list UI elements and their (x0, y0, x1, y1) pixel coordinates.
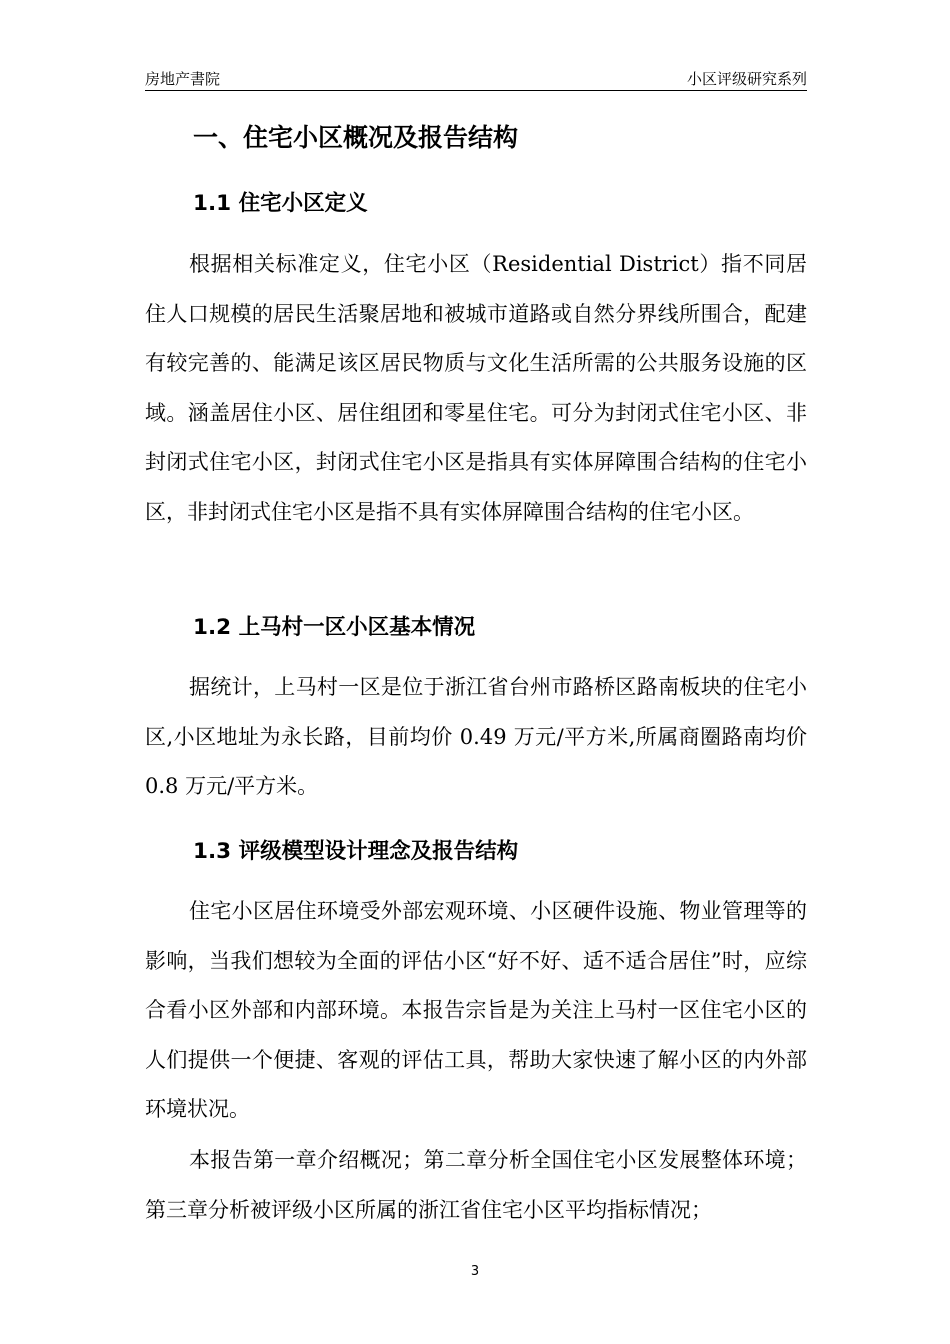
section-heading-1-3: 1.3 评级模型设计理念及报告结构 (193, 839, 519, 864)
page-header (145, 64, 807, 91)
section-heading-1-2: 1.2 上马村一区小区基本情况 (193, 615, 476, 640)
paragraph-definition: 根据相关标准定义，住宅小区（Residential District）指不同居住人口规模的居民生活聚居地和被城市道路或自然分界线所围合，配建有较完善的、能满足该区居民物质与文化生活所需的公共服务设施的区域。涵盖居住小区、居住组团和零星住宅。可分为封闭式住宅小区、非封闭式住宅小区，封闭式住宅小区是指具有实体屏障围合结构的住宅小区，非封闭式住宅小区是指不具有实体屏障围合结构的住宅小区。 (145, 252, 807, 524)
header-right-title: 小区评级研究系列 (686, 70, 807, 88)
chapter-title: 一、住宅小区概况及报告结构 (193, 123, 519, 152)
page-number: 3 (470, 1264, 480, 1279)
paragraph-model-design: 住宅小区居住环境受外部宏观环境、小区硬件设施、物业管理等的影响，当我们想较为全面的评估小区“好不好、适不适合居住”时，应综合看小区外部和内部环境。本报告宗旨是为关注上马村一区住宅小区的人们提供一个便捷、客观的评估工具，帮助大家快速了解小区的内外部环境状况。 (145, 899, 807, 1121)
section-heading-1-1: 1.1 住宅小区定义 (193, 191, 368, 216)
paragraph-basic-info: 据统计，上马村一区是位于浙江省台州市路桥区路南板块的住宅小区,小区地址为永长路，目前均价 0.49 万元/平方米,所属商圈路南均价 0.8 万元/平方米。 (145, 675, 807, 798)
paragraph-report-structure: 本报告第一章介绍概况；第二章分析全国住宅小区发展整体环境；第三章分析被评级小区所属的浙江省住宅小区平均指标情况； (145, 1148, 807, 1222)
header-left-title: 房地产書院 (145, 70, 221, 88)
